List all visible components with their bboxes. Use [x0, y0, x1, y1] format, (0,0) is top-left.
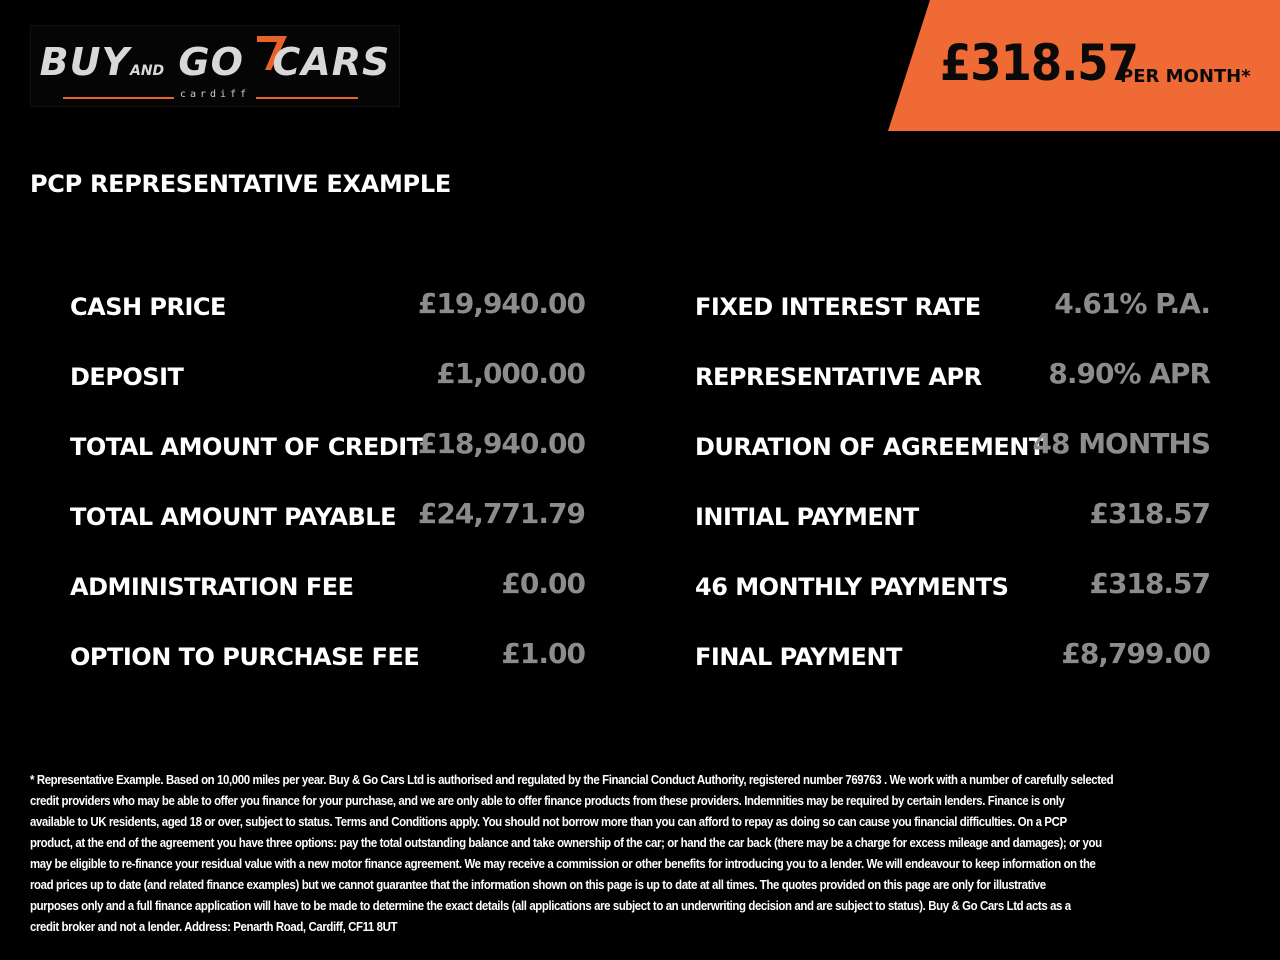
row-duration: [695, 427, 1210, 467]
disclaimer-line: road prices up to date (and related finance examples) but we cannot guarantee that the information shown on this page is up to date at all times. The quotes provided on this page are only for illustrative: [30, 877, 1046, 892]
disclaimer-line: * Representative Example. Based on 10,000 miles per year. Buy & Go Cars Ltd is authorised and regulated by the Financial Conduct Authority, registered number 769763 . We work with a number of carefully selected: [30, 772, 1114, 787]
disclaimer-line: credit broker and not a lender. Address: Penarth Road, Cardiff, CF11 8UT: [30, 919, 398, 934]
row-label: 46 MONTHLY PAYMENTS: [695, 573, 1009, 601]
row-label: DURATION OF AGREEMENT: [695, 433, 1045, 461]
row-value: £0.00: [501, 567, 585, 600]
row-total-payable: [70, 497, 585, 537]
row-label: REPRESENTATIVE APR: [695, 363, 982, 391]
row-interest-rate: [695, 287, 1210, 327]
row-value: 8.90% APR: [1048, 357, 1210, 390]
brand-logo: [30, 25, 400, 107]
row-label: OPTION TO PURCHASE FEE: [70, 643, 420, 671]
logo-word-buy: BUY: [39, 40, 130, 84]
per-month-label: PER MONTH*: [1120, 66, 1251, 87]
row-value: £1.00: [501, 637, 585, 670]
row-total-credit: [70, 427, 585, 467]
row-deposit: [70, 357, 585, 397]
disclaimer-line: product, at the end of the agreement you have three options: pay the total outstanding balance and take ownership of the car; or hand the car back (there may be a charge for excess mileage and damages); or you: [30, 835, 1102, 850]
row-value: £18,940.00: [417, 427, 585, 460]
disclaimer-line: purposes only and a full finance application will have to be made to determine the exact details (all applications are subject to an underwriting decision and are subject to status). Buy & Go Cars Ltd acts as a: [30, 898, 1071, 913]
monthly-price: £318.57: [940, 34, 1138, 92]
row-label: ADMINISTRATION FEE: [70, 573, 354, 601]
row-purchase-fee: [70, 637, 585, 677]
row-apr: [695, 357, 1210, 397]
row-initial-payment: [695, 497, 1210, 537]
disclaimer-line: credit providers who may be able to offer you finance for your purchase, and we are only able to offer finance products from these providers. Indemnities may be required by certain lenders. Finance is only: [30, 793, 1065, 808]
row-admin-fee: [70, 567, 585, 607]
row-label: TOTAL AMOUNT PAYABLE: [70, 503, 396, 531]
disclaimer-line: available to UK residents, aged 18 or over, subject to status. Terms and Conditions apply. You should not borrow more than you can afford to repay as doing so can cause you financial difficulties. On a PCP: [30, 814, 1067, 829]
disclaimer-line: may be eligible to re-finance your residual value with a new motor finance agreement. We may receive a commission or other benefits for introducing you to a lender. We will endeavour to keep information on the: [30, 856, 1096, 871]
row-value: £318.57: [1089, 567, 1210, 600]
logo-location: [31, 89, 399, 100]
row-final-payment: [695, 637, 1210, 677]
logo-word-cars: CARS: [272, 40, 391, 84]
row-cash-price: [70, 287, 585, 327]
disclaimer-text: [30, 769, 1165, 937]
row-monthly-payments: [695, 567, 1210, 607]
logo-wordmark: [31, 40, 399, 84]
row-label: CASH PRICE: [70, 293, 226, 321]
row-label: FIXED INTEREST RATE: [695, 293, 981, 321]
row-value: £8,799.00: [1061, 637, 1210, 670]
row-value: 4.61% P.A.: [1054, 287, 1210, 320]
monthly-price-banner: [888, 0, 1280, 131]
page-title: PCP REPRESENTATIVE EXAMPLE: [30, 170, 451, 198]
logo-word-go: GO: [178, 40, 244, 84]
row-label: INITIAL PAYMENT: [695, 503, 919, 531]
row-value: £1,000.00: [436, 357, 585, 390]
row-value: £318.57: [1089, 497, 1210, 530]
row-label: DEPOSIT: [70, 363, 184, 391]
row-label: TOTAL AMOUNT OF CREDIT: [70, 433, 423, 461]
row-value: £19,940.00: [417, 287, 585, 320]
logo-location-text: cardiff: [174, 89, 256, 100]
row-value: 48 MONTHS: [1032, 427, 1210, 460]
row-label: FINAL PAYMENT: [695, 643, 902, 671]
logo-word-and: AND: [130, 63, 165, 79]
row-value: £24,771.79: [417, 497, 585, 530]
